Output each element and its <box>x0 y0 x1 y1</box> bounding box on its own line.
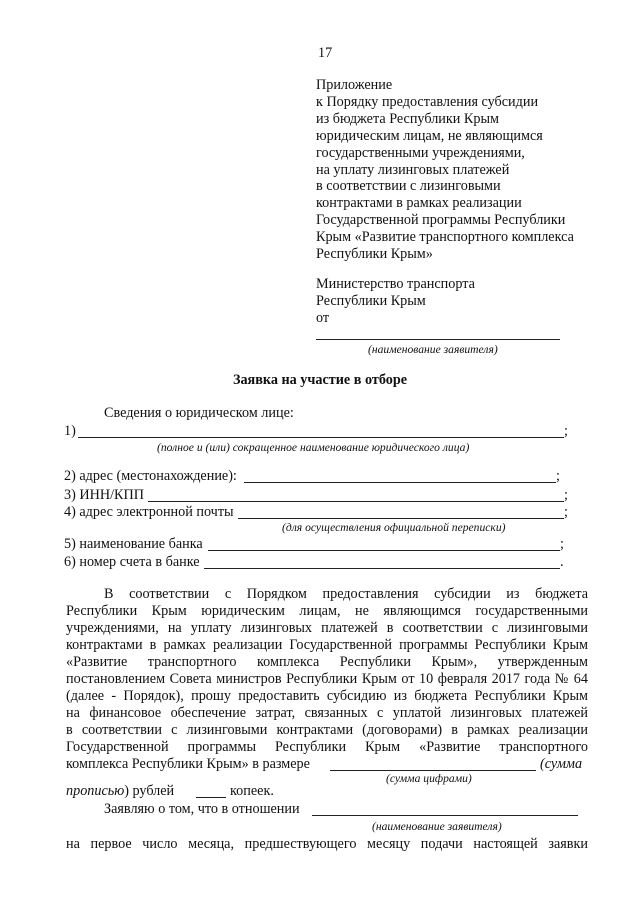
field-caption: (сумма цифрами) <box>386 772 472 785</box>
appendix-line: к Порядку предоставления субсидии <box>316 93 539 110</box>
appendix-line: Республики Крым» <box>316 246 433 263</box>
document-title: Заявка на участие в отборе <box>232 372 408 388</box>
field-label: 2) адрес (местонахождение): <box>64 468 237 484</box>
body-line: (далее - Порядок), прошу предоставить субсидию из бюджета Республики Крым <box>66 688 588 704</box>
item-number: 1) <box>64 423 76 439</box>
addressee-line: Министерство транспорта <box>316 276 475 292</box>
field-label: 5) наименование банка <box>64 536 203 552</box>
field-label: 3) ИНН/КПП <box>64 487 144 503</box>
punctuation: ; <box>560 536 564 552</box>
amount-words-line <box>66 783 174 800</box>
appendix-line: Государственной программы Республики <box>316 212 566 229</box>
email-field[interactable] <box>238 518 564 519</box>
body-line: на первое число месяца, предшествующего месяцу подачи настоящей заявки <box>66 836 588 852</box>
field-label: 4) адрес электронной почты <box>64 504 234 520</box>
words-rest: ) рублей <box>124 783 175 799</box>
inn-kpp-field[interactable] <box>148 501 564 502</box>
punctuation: ; <box>564 487 568 503</box>
declaration-text: Заявляю о том, что в отношении <box>104 801 300 817</box>
punctuation: ; <box>556 468 560 484</box>
amount-suffix: (сумма <box>540 756 583 772</box>
body-line: В соответствии с Порядком предоставления субсидии из бюджета <box>104 586 588 602</box>
appendix-line: на уплату лизинговых платежей <box>316 161 510 178</box>
words-italic: прописью <box>66 783 125 799</box>
section-heading: Сведения о юридическом лице: <box>104 405 294 421</box>
appendix-line: Крым «Развитие транспортного комплекса <box>316 229 574 246</box>
appendix-line: государственными учреждениями, <box>316 144 525 161</box>
punctuation: . <box>560 554 564 570</box>
account-number-field[interactable] <box>204 568 560 569</box>
appendix-line: в соответствии с лизинговыми <box>316 178 501 195</box>
body-line: учреждениями, на уплату лизинговых платежей в соответствии с лизинговыми <box>66 620 588 636</box>
page-number: 17 <box>318 45 333 61</box>
field-label: 6) номер счета в банке <box>64 554 200 570</box>
amount-digits-field[interactable] <box>330 770 536 771</box>
body-line: в соответствии с лизинговыми контрактами (договорами) в рамках реализации <box>66 722 588 738</box>
body-line: «Развитие транспортного комплекса Республики Крым», утвержденным <box>66 654 588 670</box>
appendix-line: Приложение <box>316 77 393 93</box>
addressee-line: от <box>316 310 330 326</box>
kopecks-label: копеек. <box>230 783 274 799</box>
appendix-block <box>316 77 574 263</box>
body-line: на финансовое обеспечение затрат, связанных с уплатой лизинговых платежей <box>66 705 588 721</box>
bank-name-field[interactable] <box>208 550 560 551</box>
field-caption: (наименование заявителя) <box>372 820 502 833</box>
field-caption: (наименование заявителя) <box>368 343 498 356</box>
field-caption: (полное и (или) сокращенное наименование юридического лица) <box>157 441 470 454</box>
entity-name-field[interactable] <box>78 437 564 438</box>
body-line: контрактами в рамках реализации Государственной программы Республики Крым <box>66 637 588 653</box>
field-caption: (для осуществления официальной переписки) <box>282 521 506 534</box>
appendix-line: контрактами в рамках реализации <box>316 195 522 212</box>
appendix-line: из бюджета Республики Крым <box>316 110 499 127</box>
punctuation: ; <box>564 423 568 439</box>
amount-prefix: комплекса Республики Крым» в размере <box>66 756 310 772</box>
body-line: Государственной программы Республики Крым «Развитие транспортного <box>66 739 588 755</box>
appendix-line: юридическим лицам, не являющимся <box>316 127 543 144</box>
applicant-name-field[interactable] <box>316 339 560 340</box>
punctuation: ; <box>564 504 568 520</box>
declaration-applicant-field[interactable] <box>312 815 578 816</box>
addressee-line: Республики Крым <box>316 293 426 309</box>
body-line: Республики Крым юридическим лицам, не являющимся государственными <box>66 603 588 619</box>
kopecks-field[interactable] <box>196 797 226 798</box>
body-line: постановлением Совета министров Республики Крым от 10 февраля 2017 года № 64 <box>66 671 588 687</box>
address-field[interactable] <box>244 482 556 483</box>
